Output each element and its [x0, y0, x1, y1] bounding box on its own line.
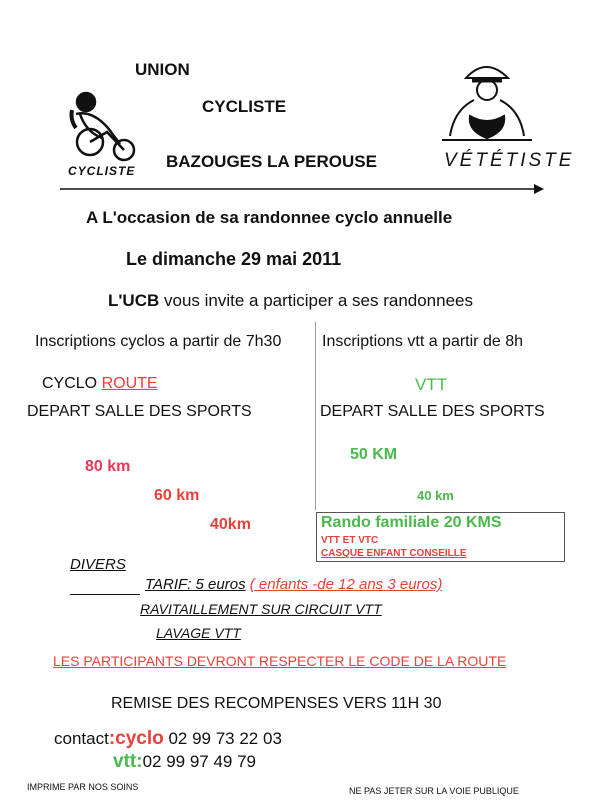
- cyclo-route-title: [42, 375, 158, 393]
- header-union: UNION: [135, 60, 190, 79]
- vtt-rider-logo-icon: [436, 56, 536, 156]
- cyclo-distance-40: 40km: [210, 516, 251, 533]
- vtt-phone: 02 99 97 49 79: [142, 752, 257, 771]
- remise-recompenses: REMISE DES RECOMPENSES VERS 11H 30: [111, 695, 442, 712]
- header-club-location: BAZOUGES LA PEROUSE: [166, 152, 377, 171]
- vtt-inscription: Inscriptions vtt a partir de 8h: [322, 333, 523, 350]
- tarif-line: [145, 576, 442, 593]
- tarif-price: TARIF: 5 euros: [145, 576, 246, 593]
- vtt-contact-label: vtt:: [113, 751, 143, 772]
- cyclo-distance-60: 60 km: [154, 487, 200, 504]
- intro-occasion: A L'occasion de sa randonnee cyclo annuelle: [86, 208, 453, 227]
- contact-vtt-line: [113, 751, 256, 773]
- code-route-warning: LES PARTICIPANTS DEVRONT RESPECTER LE CODE DE LA ROUTE: [53, 653, 507, 669]
- logo-right-label: VÉTÉTISTE: [444, 150, 575, 171]
- rando-vtt-vtc: VTT ET VTC: [321, 535, 379, 546]
- route-label: ROUTE: [101, 375, 158, 392]
- vtt-title: VTT: [415, 375, 448, 394]
- cyclo-label: CYCLO: [42, 375, 102, 392]
- ravitaillement: RAVITAILLEMENT SUR CIRCUIT VTT: [140, 601, 382, 617]
- ucb-abbrev: L'UCB: [108, 291, 160, 310]
- divider-arrow: [60, 182, 546, 196]
- divers-heading: DIVERS: [70, 556, 126, 573]
- cyclo-distance-80: 80 km: [85, 458, 131, 475]
- intro-invitation: [108, 291, 473, 311]
- cyclo-depart: DEPART SALLE DES SPORTS: [27, 403, 252, 420]
- rando-familiale-title: Rando familiale 20 KMS: [321, 514, 502, 531]
- cyclo-phone: 02 99 73 22 03: [163, 729, 282, 748]
- lavage-vtt: LAVAGE VTT: [156, 625, 241, 641]
- header-cycliste: CYCLISTE: [202, 97, 287, 116]
- imprime-par-nos-soins: IMPRIME PAR NOS SOINS: [27, 782, 139, 792]
- tarif-enfants: ( enfants -de 12 ans 3 euros): [249, 576, 443, 593]
- column-divider: [315, 322, 316, 510]
- cyclo-inscription: Inscriptions cyclos a partir de 7h30: [35, 333, 282, 350]
- logo-left-label: CYCLISTE: [68, 164, 136, 178]
- cyclo-contact-label: :cyclo: [108, 728, 164, 749]
- vtt-distance-40: 40 km: [417, 488, 454, 503]
- contact-label: contact: [54, 729, 109, 748]
- rando-casque: CASQUE ENFANT CONSEILLE: [321, 548, 467, 559]
- ne-pas-jeter: NE PAS JETER SUR LA VOIE PUBLIQUE: [349, 786, 519, 796]
- event-date: Le dimanche 29 mai 2011: [126, 249, 342, 269]
- vtt-distance-50: 50 KM: [350, 446, 398, 463]
- tarif-underline: [70, 594, 140, 595]
- contact-cyclo-line: [54, 728, 282, 750]
- invite-text: vous invite a participer a ses randonnees: [159, 291, 474, 310]
- vtt-depart: DEPART SALLE DES SPORTS: [320, 403, 545, 420]
